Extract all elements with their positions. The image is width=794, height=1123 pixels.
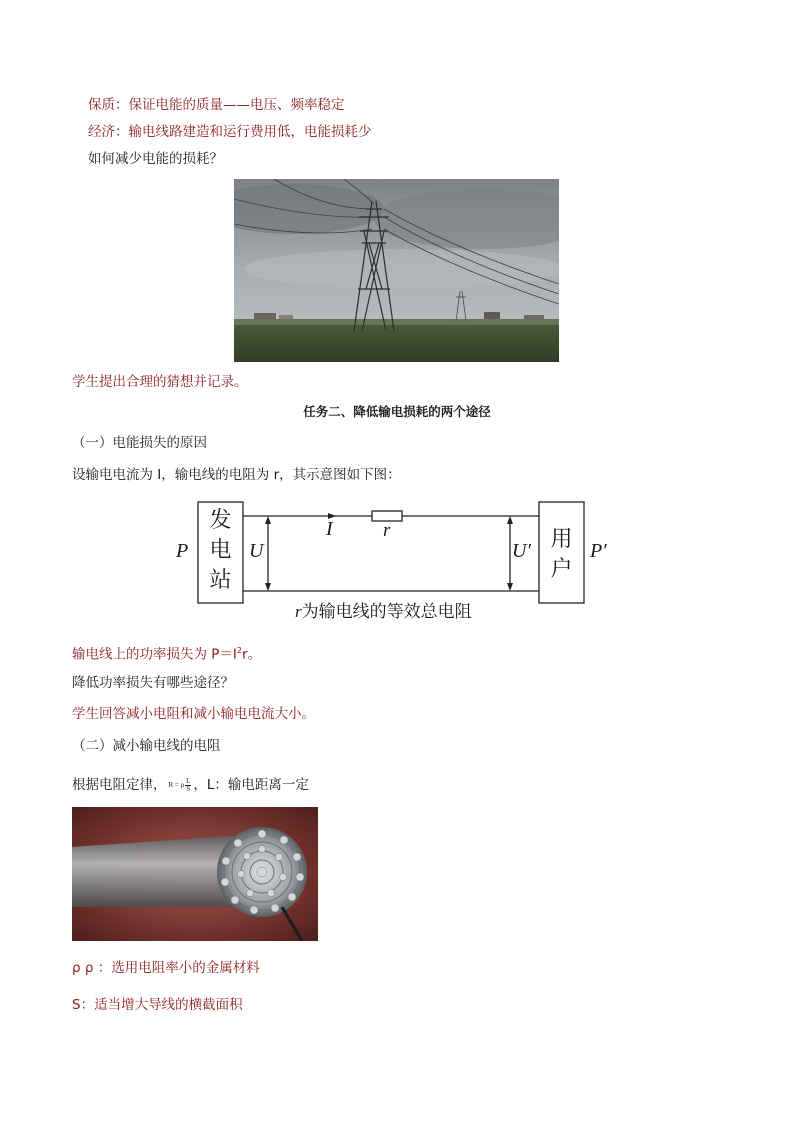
text-yi: （一）电能损失的原因 [72, 435, 207, 451]
gonglv-suffix: r。 [242, 646, 262, 663]
resistor-label: r [383, 520, 391, 541]
text-ruhe: 如何减少电能的损耗？ [88, 151, 223, 167]
current-label: I [326, 518, 333, 540]
user-char-1: 用 [550, 527, 573, 552]
text-xuesheng1: 学生提出合理的猜想并记录。 [72, 374, 248, 390]
cable-photo [72, 807, 318, 941]
transmission-diagram [170, 496, 620, 626]
diagram-caption [295, 597, 472, 622]
text-jiangdi: 降低功率损失有哪些途径？ [72, 675, 234, 691]
station-char-1: 发 [209, 508, 232, 533]
station-char-3: 站 [209, 568, 232, 593]
formula-lhs: R = ρ [168, 780, 185, 789]
text-jingji: 经济：输电线路建造和运行费用低，电能损耗少 [88, 124, 372, 140]
resistance-formula [169, 778, 192, 793]
genju-prefix: 根据电阻定律， [72, 777, 167, 793]
gonglv-prefix: 输电线上的功率损失为 P＝I [72, 646, 237, 663]
text-genju [72, 776, 309, 794]
heading-renwu: 任务二、降低输电损耗的两个途径 [303, 404, 491, 419]
text-she: 设输电电流为 I，输电线的电阻为 r，其示意图如下图： [72, 467, 401, 483]
formula-numerator: L [186, 776, 191, 785]
power-right-label: P′ [590, 540, 607, 562]
text-xuesheng2: 学生回答减小电阻和减小输电电流大小。 [72, 706, 315, 722]
text-s: S：适当增大导线的横截面积 [72, 997, 243, 1013]
station-char-2: 电 [209, 538, 232, 563]
text-baozhi: 保质：保证电能的质量——电压、频率稳定 [88, 97, 345, 113]
caption-text: 为输电线的等效总电阻 [301, 602, 472, 622]
power-left-label: P [176, 540, 189, 562]
caption-variable: r [295, 602, 302, 621]
text-gonglv [72, 642, 261, 664]
power-tower-photo [234, 179, 559, 362]
voltage-right-label: U′ [512, 540, 531, 562]
voltage-left-label: U [249, 540, 264, 562]
genju-suffix: ，L：输电距离一定 [193, 777, 309, 793]
text-rho: ρ ρ ：选用电阻率小的金属材料 [72, 960, 260, 976]
user-char-2: 户 [550, 557, 573, 582]
gonglv-superscript: 2 [236, 646, 243, 655]
formula-denominator: S [186, 784, 191, 793]
text-er: （二）减小输电线的电阻 [72, 738, 221, 754]
